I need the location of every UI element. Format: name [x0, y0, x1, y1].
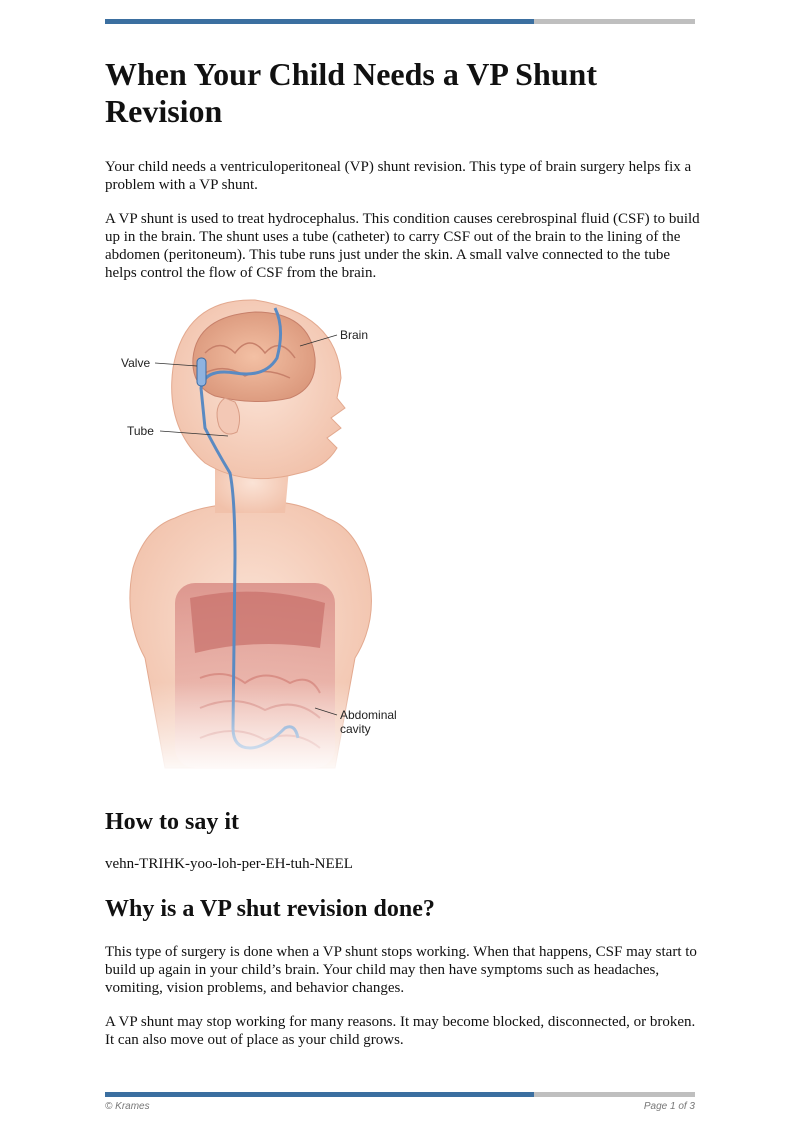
section-heading-why: Why is a VP shut revision done?: [105, 896, 435, 922]
label-abdominal-line1: Abdominal: [340, 708, 397, 722]
footer-copyright: © Krames: [105, 1101, 150, 1112]
page-content: [105, 56, 700, 1065]
intro-paragraph-1: Your child needs a ventriculoperitoneal (VP) shunt revision. This type of brain surgery helps fix a problem with a VP shunt.: [105, 159, 692, 193]
footer-page-number: Page 1 of 3: [643, 1101, 695, 1112]
child-anatomy-drawing: [105, 298, 415, 778]
vp-shunt-illustration: [105, 298, 415, 778]
page-footer: [105, 1101, 695, 1112]
bottom-rule: [105, 1092, 695, 1097]
intro-paragraph-2: A VP shunt is used to treat hydrocephalus. This condition causes cerebrospinal fluid (CSF) to build up in the brain. The shunt uses a tube (catheter) to carry CSF out of the brain to the lining of the abdomen (peritoneum). This tube runs just under the skin. A small valve connected to the tube helps control the flow of CSF from the brain.: [105, 211, 700, 281]
page-title: When Your Child Needs a VP Shunt Revision: [105, 56, 597, 129]
top-rule-gray: [534, 19, 695, 24]
top-rule: [105, 19, 695, 24]
pronunciation: vehn-TRIHK-yoo-loh-per-EH-tuh-NEEL: [105, 856, 353, 872]
label-tube: Tube: [127, 424, 154, 438]
bottom-rule-accent: [105, 1092, 534, 1097]
section-heading-how-to-say: How to say it: [105, 809, 239, 835]
why-paragraph-2: A VP shunt may stop working for many reasons. It may become blocked, disconnected, or broken. It can also move out of place as your child grows.: [105, 1014, 696, 1048]
label-valve: Valve: [121, 356, 151, 370]
bottom-rule-gray: [534, 1092, 695, 1097]
top-rule-accent: [105, 19, 534, 24]
why-paragraph-1: This type of surgery is done when a VP shunt stops working. When that happens, CSF may start to build up again in your child’s brain. Your child may then have symptoms such as headaches, vomiting, vision problems, and behavior changes.: [105, 944, 697, 996]
label-brain: Brain: [340, 328, 369, 342]
label-abdominal-line2: cavity: [340, 722, 371, 736]
